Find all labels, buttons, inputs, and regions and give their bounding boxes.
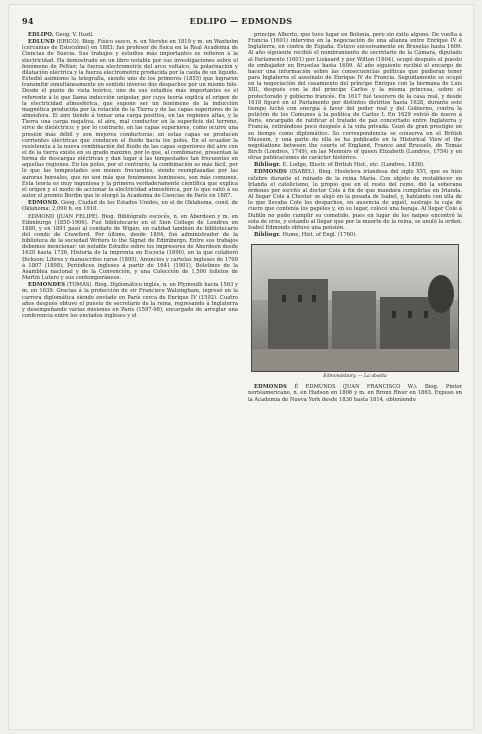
entry-edlipo: EDLIPO. Geog. V. Ituzil. [28, 32, 94, 38]
entry-edmonds-juan-francisco: EDMONDS É EDMUNDS (JUAN FRANCISCO W.). Biog. Pintor norteamericano, n. en Hudson en 1806 y m. en Bronx River en 1863. Expuso en la Academia de Nueva York desde 1836 hasta 1814, obteniendo [248, 384, 462, 403]
bibliography-edmondes: Bibliogr. E. Lodge, Illustr. of British Hist., etc. (Londres, 1838). [254, 162, 425, 169]
page-number: 94 [22, 16, 34, 26]
photo-ground [252, 349, 458, 371]
entry-edmond: EDMOND. Geog. Ciudad de los Estados Unidos, en el de Oklahoma, cond. de Oklahoma; 2,090 h. en 1910. [22, 200, 238, 213]
entry-edmondes-continued: príncipe Alberto, que tuvo lugar en Bolonia, pero sin éxito alguno. De vuelta á Francia (1601) intervino en la negociación de una alianza entre Enrique IV é Inglaterra, en contra de España. Estuvo sucesivamente en Bruselas hasta 1609. Al año siguiente recibió el nombramiento de secretario de la Cámara, diputado al Parlamento (1601) por Liskeard y por Wilton (1604), ocupó después el puesto de embajador en Bruselas hasta 1609. Al año siguiente recibió el encargo de hacer una información sobre las consecuencias políticas que pudieran tener para Inglaterra el asesinato de Enrique IV de Francia. Seguidamente se ocupó en la negociación del casamiento del príncipe Enrique con la hermana de Luis XIII, después con la del príncipe Carlos y la misma princesa, sobre el protectorado y gobierno francés. En 1617 fué tesorero de la casa real, y desde 1618 figuró en el Parlamento por distintos distritos hasta 1628, durante este tiempo luchó con energía á favor del poder real y del Gobierno, contra la petición de los Comunes á la política de Carlos I. En 1629 volvió de nuevo á París, encargado de ratificar el tratado de paz concertado entre Inglaterra y Francia, retirándose poco después á la vida privada. Gozó de gran prestigio en su tiempo como diplomático. Su correspondencia se conserva en el British Museum, y una parte de ella se ha publicado en la Historical View of the negotiations between the courts of England, France and Brussels, de Tomás Birch (Londres, 1749), en las Memoirs of queen Elizabeth (Londres, 1754) y en otras publicaciones de carácter histórico. [248, 32, 462, 162]
figure-caption: Edmondsbury. — La abadía [323, 374, 387, 380]
running-title: EDLIPO — EDMONDS [189, 16, 293, 26]
page-header [22, 16, 460, 28]
photo-window [408, 311, 412, 318]
photo-window [312, 295, 316, 302]
photo-tree [428, 275, 454, 313]
abbey-photograph [251, 244, 459, 372]
left-column [22, 32, 238, 722]
abbey-tower [268, 279, 328, 349]
right-column [248, 32, 462, 722]
abbey-wall [332, 291, 376, 349]
entry-edlund: EDLUND (ERICO). Biog. Físico sueco, n. en Nershe en 1819 y m. en Waxholm (cercanías de Estocolmo) en 1883; fué profesor de física en la Real Academia de Ciencias de Suecia. Sus trabajos y estudios más importantes se refieren á la electricidad. Ha demostrado en un libro notable por sus investigaciones sobre el fenómeno de Peltier, la fuerza electromotriz del arco voltaico, la polarización y dilatación eléctrica y la fuerza electromotriz producida por la caída de un líquido. Estudió asimismo la telegrafía, siendo uno de los primeros (1855) que lograron transmitir simultáneamente en sentido inverso dos despachos por un mismo hilo. Desde el punto de vista teórico, uno de sus estudios más importantes es el referente á lo que llama inducción unipolar, por cuya teoría explica el origen de la electricidad atmosférica, que supone ser un fenómeno de la inducción magnética producida por la rotación de la Tierra y de las capas superiores de la atmósfera. El aire tiende á tomar una carga positiva, en las regiones altas, y la Tierra una carga negativa, el aire, mal conductor en la superficie del terreno, sirve de dieléctrico; y por lo contrario, en las capas superiores, como ocurre una presión más débil y son mejores conductoras; en estas capas se producen corrientes eléctricas que conducen el fluido hacia los polos. En el ecuador la resistencia á la nueva combinación del fluido de las capas superiores del aire con el de la tierra existe en su grado máximo, por lo que, al combinarse, presentan la forma de descargas eléctricas y dan lugar á las tempestades tan frecuentes en aquellas regiones. En los polos, por el contrario, la combinación es más fácil, por lo que las tempestades son menos frecuentes, siendo reemplazadas por las auroras boreales, que no son más que fenómenos luminosos, son más comunes. Esta teoría es muy ingeniosa y la primera verdaderamente científica que explica el origen y el modo de accionar la electricidad atmosférica, por lo que valió á su autor el premio Bordin que le otorgó la Academia de Ciencias de París en 1887. [22, 39, 238, 200]
photo-window [298, 295, 302, 302]
photo-window [392, 311, 396, 318]
bibliography-edmonds: Bibliogr. Hume, Hist. of Engl. (1760). [254, 232, 357, 238]
photo-window [424, 311, 428, 318]
photo-window [282, 295, 286, 302]
scanned-page [8, 4, 474, 730]
entry-edmonds-isabel: EDMONDS (ISABEL). Biog. Hostelera irlandesa del siglo XVI, que se hizo célebre durante el reinado de la reina María. Con objeto de restablecer en Irlanda el catolicismo, lo propio que en el resto del reino, dió la soberana órdenes por escrito al doctor Cole á fin de que mandara cumplirlas en Irlanda. Al llegar Cole á Chester se alojó en la posada de Isabel, y, hablando con ella de lo que llevaba Cole los despachos, en ausencia de aquél, sustrajo la caja de cuero que contenía los papeles y, en su lugar, colocó una baraja. Al llegar Cole á Dublín no pudo cumplir su cometido, pues en lugar de los naipes encontró la sota de oros, y estando al llegar que por la muerte de la reina, se anuló la orden. Isabel Edmonds obtuvo una pensión. [248, 169, 462, 231]
entry-edmondes: EDMONDES (TOMÁS). Biog. Diplomático inglés, n. en Plymouth hacia 1563 y m. en 1639. Gracias á la protección de sir Francisco Walsingham, ingresó en la carrera diplomática siendo enviado en París cerca de Enrique IV (1592). Cuatro años después obtuvo el puesto de secretario de la reina, regresando á Inglaterra y desempeñando varias misiones en París (1597-98), encargado de arreglar una conferencia entre los enviados ingleses y el [22, 282, 238, 320]
entry-edmond-juan-felipe: EDMOND (JUAN FELIPE). Biog. Bibliógrafo escocés, n. en Aberdeen y m. en Edimburgo (1850-1906). Fué bibliotecario en el Sion College de Londres en 1880, y en 1891 pasó al condado de Wigan, en calidad también de bibliotecario del conde de Crawford. Por último, desde 1894, fué administrador de la biblioteca de la sociedad Writers to the Signet de Edimburgo. Entre sus trabajos debemos mencionar: un notable Estudio sobre los impresores de Aberdeen desde 1620 hasta 1736, Historia de la imprenta en Escocia (1890), en la que colaboró Dickson; Libros y manuscritos raros (1895), Anuncios y cartelas ingleses de 1700 á 1807 (1898), Periódicos ingleses á partir de 1641 (1901), Boletines de la Asamblea nacional y de la Convención, y una Colección de 1,500 folletos de Martín Lutero y sus contemporáneos. [22, 213, 238, 282]
